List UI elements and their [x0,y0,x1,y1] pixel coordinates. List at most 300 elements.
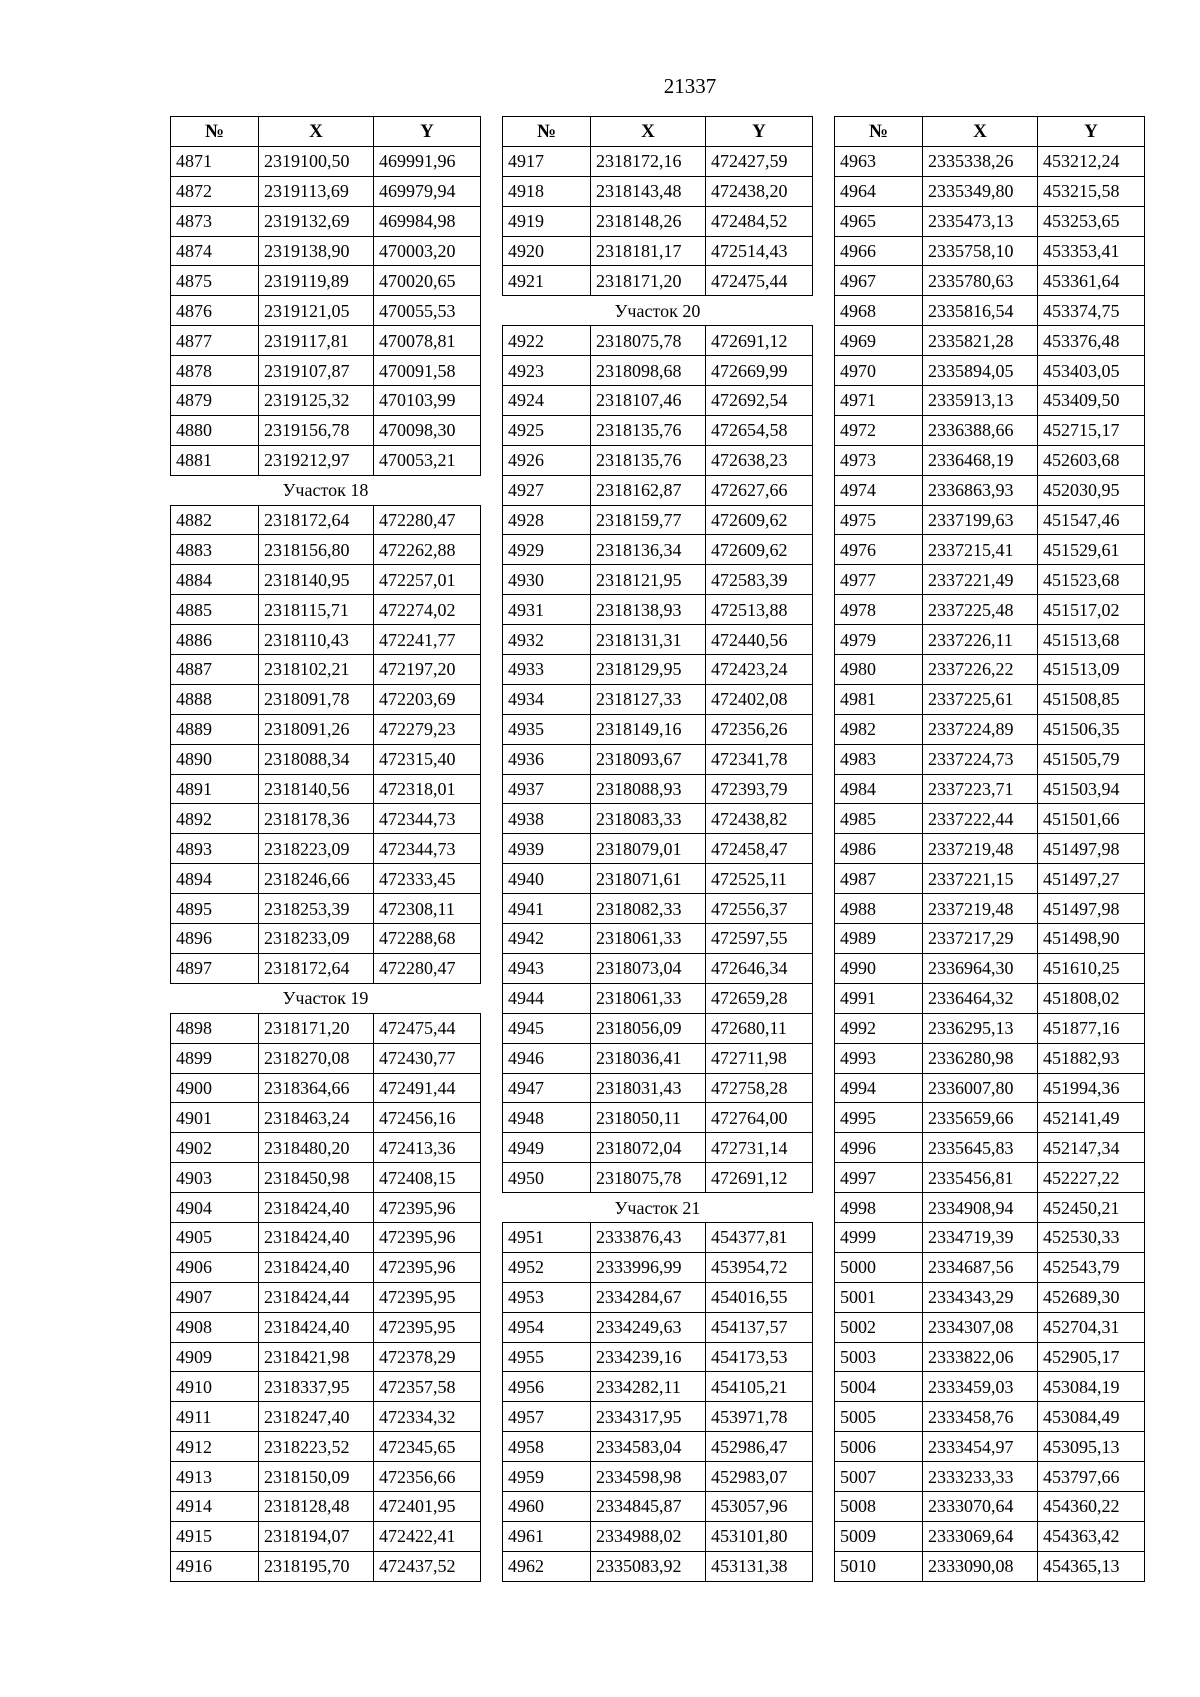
table-row [835,236,1145,266]
y-coordinate: 469979,94 [374,176,481,206]
y-coordinate: 452530,33 [1038,1222,1145,1252]
x-coordinate: 2336464,32 [923,983,1038,1013]
x-coordinate: 2318480,20 [259,1133,374,1163]
table-row [503,1073,813,1103]
y-coordinate: 452450,21 [1038,1193,1145,1223]
x-coordinate: 2333233,33 [923,1462,1038,1492]
y-coordinate: 454105,21 [706,1372,813,1402]
x-coordinate: 2318143,48 [591,176,706,206]
y-coordinate: 451513,09 [1038,655,1145,685]
point-number: 4879 [171,386,259,416]
table-row [503,864,813,894]
point-number: 4998 [835,1193,923,1223]
x-coordinate: 2318195,70 [259,1551,374,1581]
y-coordinate: 451505,79 [1038,744,1145,774]
y-coordinate: 451877,16 [1038,1013,1145,1043]
x-coordinate: 2337219,48 [923,894,1038,924]
table-row [503,386,813,416]
y-coordinate: 453131,38 [706,1551,813,1581]
x-coordinate: 2335913,13 [923,386,1038,416]
point-number: 4952 [503,1252,591,1282]
point-number: 4902 [171,1133,259,1163]
table-row [503,1163,813,1193]
point-number: 5009 [835,1521,923,1551]
point-number: 4974 [835,475,923,505]
y-coordinate: 472430,77 [374,1043,481,1073]
y-coordinate: 451508,85 [1038,684,1145,714]
y-coordinate: 454137,57 [706,1312,813,1342]
y-coordinate: 451497,98 [1038,834,1145,864]
point-number: 4898 [171,1013,259,1043]
x-coordinate: 2318194,07 [259,1521,374,1551]
x-coordinate: 2333459,03 [923,1372,1038,1402]
point-number: 4982 [835,714,923,744]
y-coordinate: 472378,29 [374,1342,481,1372]
y-coordinate: 472692,54 [706,386,813,416]
table-row [171,296,481,326]
point-number: 4933 [503,655,591,685]
table-row [171,1282,481,1312]
table-row [835,296,1145,326]
y-coordinate: 451523,68 [1038,565,1145,595]
x-coordinate: 2318424,40 [259,1222,374,1252]
x-coordinate: 2318115,71 [259,595,374,625]
x-coordinate: 2318079,01 [591,834,706,864]
table-row [503,176,813,206]
y-coordinate: 451610,25 [1038,953,1145,983]
point-number: 4904 [171,1193,259,1223]
x-coordinate: 2333822,06 [923,1342,1038,1372]
x-coordinate: 2318253,39 [259,894,374,924]
point-number: 4885 [171,595,259,625]
point-number: 4985 [835,804,923,834]
table-row [171,266,481,296]
table-row [835,326,1145,356]
point-number: 4918 [503,176,591,206]
point-number: 5010 [835,1551,923,1581]
y-coordinate: 472513,88 [706,595,813,625]
x-coordinate: 2336468,19 [923,445,1038,475]
y-coordinate: 472197,20 [374,655,481,685]
point-number: 4896 [171,924,259,954]
point-number: 4957 [503,1402,591,1432]
table-row [503,1222,813,1252]
table-row [171,595,481,625]
table-row [835,983,1145,1013]
y-coordinate: 472597,55 [706,924,813,954]
point-number: 4931 [503,595,591,625]
table-row [503,1103,813,1133]
x-coordinate: 2335758,10 [923,236,1038,266]
y-coordinate: 472646,34 [706,953,813,983]
section-title: Участок 18 [171,475,481,505]
table-row [171,953,481,983]
y-coordinate: 472357,58 [374,1372,481,1402]
table-row [503,1551,813,1581]
table-row [503,1043,813,1073]
x-coordinate: 2333090,08 [923,1551,1038,1581]
point-number: 4917 [503,146,591,176]
point-number: 4980 [835,655,923,685]
point-number: 5001 [835,1282,923,1312]
table-row [835,1402,1145,1432]
y-coordinate: 454365,13 [1038,1551,1145,1581]
y-coordinate: 472393,79 [706,774,813,804]
y-coordinate: 472423,24 [706,655,813,685]
x-coordinate: 2335821,28 [923,326,1038,356]
x-coordinate: 2318102,21 [259,655,374,685]
table-row [835,1252,1145,1282]
y-coordinate: 472731,14 [706,1133,813,1163]
table-row [503,1521,813,1551]
y-coordinate: 472395,95 [374,1282,481,1312]
x-coordinate: 2336964,30 [923,953,1038,983]
x-coordinate: 2319212,97 [259,445,374,475]
y-coordinate: 472395,96 [374,1222,481,1252]
x-coordinate: 2337225,61 [923,684,1038,714]
header-number: № [503,117,591,147]
header-number: № [171,117,259,147]
y-coordinate: 472308,11 [374,894,481,924]
x-coordinate: 2335816,54 [923,296,1038,326]
x-coordinate: 2319117,81 [259,326,374,356]
x-coordinate: 2319138,90 [259,236,374,266]
x-coordinate: 2318424,40 [259,1193,374,1223]
y-coordinate: 453374,75 [1038,296,1145,326]
point-number: 4899 [171,1043,259,1073]
table-row [171,1252,481,1282]
section-title: Участок 21 [503,1193,813,1223]
point-number: 4884 [171,565,259,595]
y-coordinate: 472627,66 [706,475,813,505]
x-coordinate: 2334719,39 [923,1222,1038,1252]
y-coordinate: 472691,12 [706,1163,813,1193]
point-number: 4999 [835,1222,923,1252]
point-number: 4993 [835,1043,923,1073]
y-coordinate: 454363,42 [1038,1521,1145,1551]
x-coordinate: 2318127,33 [591,684,706,714]
point-number: 4950 [503,1163,591,1193]
y-coordinate: 453954,72 [706,1252,813,1282]
table-row [171,326,481,356]
table-row [835,505,1145,535]
point-number: 4882 [171,505,259,535]
table-row [503,774,813,804]
table-row [835,804,1145,834]
table-row [171,236,481,266]
table-row [835,206,1145,236]
x-coordinate: 2318091,26 [259,714,374,744]
x-coordinate: 2318098,68 [591,356,706,386]
x-coordinate: 2318072,04 [591,1133,706,1163]
x-coordinate: 2333458,76 [923,1402,1038,1432]
table-row [171,1043,481,1073]
point-number: 4951 [503,1222,591,1252]
point-number: 4946 [503,1043,591,1073]
x-coordinate: 2336280,98 [923,1043,1038,1073]
x-coordinate: 2318233,09 [259,924,374,954]
point-number: 4975 [835,505,923,535]
y-coordinate: 453409,50 [1038,386,1145,416]
x-coordinate: 2334845,87 [591,1491,706,1521]
table-row [835,475,1145,505]
y-coordinate: 451501,66 [1038,804,1145,834]
point-number: 4876 [171,296,259,326]
x-coordinate: 2335645,83 [923,1133,1038,1163]
x-coordinate: 2319121,05 [259,296,374,326]
table-row [835,894,1145,924]
y-coordinate: 453797,66 [1038,1462,1145,1492]
table-row [835,953,1145,983]
table-row [503,714,813,744]
y-coordinate: 453084,49 [1038,1402,1145,1432]
x-coordinate: 2334687,56 [923,1252,1038,1282]
y-coordinate: 451497,27 [1038,864,1145,894]
y-coordinate: 451513,68 [1038,625,1145,655]
point-number: 4995 [835,1103,923,1133]
point-number: 4913 [171,1462,259,1492]
table-row [835,684,1145,714]
y-coordinate: 472691,12 [706,326,813,356]
y-coordinate: 472395,96 [374,1193,481,1223]
table-row [503,475,813,505]
x-coordinate: 2318150,09 [259,1462,374,1492]
x-coordinate: 2318424,40 [259,1252,374,1282]
section-row [503,296,813,326]
y-coordinate: 472280,47 [374,505,481,535]
table-row [171,206,481,236]
y-coordinate: 472440,56 [706,625,813,655]
y-coordinate: 453101,80 [706,1521,813,1551]
x-coordinate: 2318172,16 [591,146,706,176]
point-number: 4948 [503,1103,591,1133]
point-number: 4963 [835,146,923,176]
x-coordinate: 2318424,44 [259,1282,374,1312]
y-coordinate: 472262,88 [374,535,481,565]
table-row [503,565,813,595]
table-row [835,1193,1145,1223]
table-row [171,445,481,475]
y-coordinate: 472318,01 [374,774,481,804]
section-title: Участок 19 [171,983,481,1013]
header-y: Y [706,117,813,147]
table-row [171,744,481,774]
x-coordinate: 2335349,80 [923,176,1038,206]
table-row [835,386,1145,416]
point-number: 4976 [835,535,923,565]
y-coordinate: 472280,47 [374,953,481,983]
table-row [835,1462,1145,1492]
section-row [171,475,481,505]
x-coordinate: 2318083,33 [591,804,706,834]
point-number: 4994 [835,1073,923,1103]
x-coordinate: 2318061,33 [591,924,706,954]
point-number: 4915 [171,1521,259,1551]
x-coordinate: 2337225,48 [923,595,1038,625]
point-number: 4872 [171,176,259,206]
x-coordinate: 2335659,66 [923,1103,1038,1133]
y-coordinate: 453095,13 [1038,1432,1145,1462]
point-number: 4905 [171,1222,259,1252]
point-number: 4958 [503,1432,591,1462]
y-coordinate: 472345,65 [374,1432,481,1462]
y-coordinate: 469984,98 [374,206,481,236]
x-coordinate: 2318223,09 [259,834,374,864]
table-row [171,834,481,864]
y-coordinate: 472764,00 [706,1103,813,1133]
point-number: 4996 [835,1133,923,1163]
table-row [835,445,1145,475]
x-coordinate: 2319132,69 [259,206,374,236]
point-number: 4929 [503,535,591,565]
point-number: 4881 [171,445,259,475]
point-number: 4938 [503,804,591,834]
y-coordinate: 472556,37 [706,894,813,924]
x-coordinate: 2337221,49 [923,565,1038,595]
point-number: 4972 [835,415,923,445]
y-coordinate: 472638,23 [706,445,813,475]
table-row [835,834,1145,864]
table-row [171,1163,481,1193]
table-row [503,655,813,685]
point-number: 5002 [835,1312,923,1342]
table-row [503,834,813,864]
point-number: 4937 [503,774,591,804]
point-number: 4889 [171,714,259,744]
page-number: 21337 [663,74,717,98]
point-number: 4973 [835,445,923,475]
x-coordinate: 2318031,43 [591,1073,706,1103]
x-coordinate: 2336863,93 [923,475,1038,505]
y-coordinate: 472341,78 [706,744,813,774]
point-number: 4991 [835,983,923,1013]
table-row [503,1372,813,1402]
point-number: 4988 [835,894,923,924]
x-coordinate: 2318056,09 [591,1013,706,1043]
table-row [171,924,481,954]
table-header-row [835,117,1145,147]
point-number: 4910 [171,1372,259,1402]
y-coordinate: 472422,41 [374,1521,481,1551]
x-coordinate: 2337199,63 [923,505,1038,535]
table-row [171,415,481,445]
point-number: 4953 [503,1282,591,1312]
y-coordinate: 472680,11 [706,1013,813,1043]
coordinate-table-3 [834,116,1145,1582]
y-coordinate: 472356,66 [374,1462,481,1492]
x-coordinate: 2318135,76 [591,445,706,475]
x-coordinate: 2318107,46 [591,386,706,416]
x-coordinate: 2318121,95 [591,565,706,595]
table-row [503,625,813,655]
point-number: 4893 [171,834,259,864]
point-number: 4943 [503,953,591,983]
y-coordinate: 470078,81 [374,326,481,356]
table-row [171,714,481,744]
point-number: 4969 [835,326,923,356]
x-coordinate: 2318082,33 [591,894,706,924]
y-coordinate: 472288,68 [374,924,481,954]
header-x: X [591,117,706,147]
x-coordinate: 2337226,22 [923,655,1038,685]
point-number: 4964 [835,176,923,206]
point-number: 4886 [171,625,259,655]
table-header-row [503,117,813,147]
coordinate-table-2 [502,116,813,1582]
point-number: 4914 [171,1491,259,1521]
point-number: 4968 [835,296,923,326]
y-coordinate: 472654,58 [706,415,813,445]
point-number: 4987 [835,864,923,894]
x-coordinate: 2318178,36 [259,804,374,834]
x-coordinate: 2336388,66 [923,415,1038,445]
y-coordinate: 452986,47 [706,1432,813,1462]
y-coordinate: 452141,49 [1038,1103,1145,1133]
y-coordinate: 472413,36 [374,1133,481,1163]
table-row [503,445,813,475]
point-number: 5000 [835,1252,923,1282]
y-coordinate: 470103,99 [374,386,481,416]
x-coordinate: 2319113,69 [259,176,374,206]
x-coordinate: 2318424,40 [259,1312,374,1342]
point-number: 4989 [835,924,923,954]
header-y: Y [374,117,481,147]
table-row [503,595,813,625]
y-coordinate: 453253,65 [1038,206,1145,236]
y-coordinate: 472758,28 [706,1073,813,1103]
table-row [171,1491,481,1521]
x-coordinate: 2337224,73 [923,744,1038,774]
y-coordinate: 470003,20 [374,236,481,266]
table-row [835,1222,1145,1252]
x-coordinate: 2318093,67 [591,744,706,774]
y-coordinate: 453403,05 [1038,356,1145,386]
point-number: 4945 [503,1013,591,1043]
x-coordinate: 2318138,93 [591,595,706,625]
table-header-row [171,117,481,147]
point-number: 4930 [503,565,591,595]
point-number: 4916 [171,1551,259,1581]
table-row [503,744,813,774]
point-number: 4959 [503,1462,591,1492]
y-coordinate: 472659,28 [706,983,813,1013]
point-number: 4890 [171,744,259,774]
y-coordinate: 453212,24 [1038,146,1145,176]
point-number: 4977 [835,565,923,595]
table-row [171,356,481,386]
section-row [171,983,481,1013]
x-coordinate: 2318091,78 [259,684,374,714]
table-row [835,1043,1145,1073]
y-coordinate: 472401,95 [374,1491,481,1521]
point-number: 5004 [835,1372,923,1402]
y-coordinate: 470091,58 [374,356,481,386]
x-coordinate: 2318036,41 [591,1043,706,1073]
x-coordinate: 2319107,87 [259,356,374,386]
y-coordinate: 451808,02 [1038,983,1145,1013]
x-coordinate: 2319119,89 [259,266,374,296]
coordinate-table-1 [170,116,481,1582]
x-coordinate: 2318270,08 [259,1043,374,1073]
table-row [503,1133,813,1163]
y-coordinate: 472344,73 [374,834,481,864]
y-coordinate: 452983,07 [706,1462,813,1492]
point-number: 4944 [503,983,591,1013]
x-coordinate: 2337217,29 [923,924,1038,954]
point-number: 4921 [503,266,591,296]
x-coordinate: 2335780,63 [923,266,1038,296]
table-row [503,684,813,714]
